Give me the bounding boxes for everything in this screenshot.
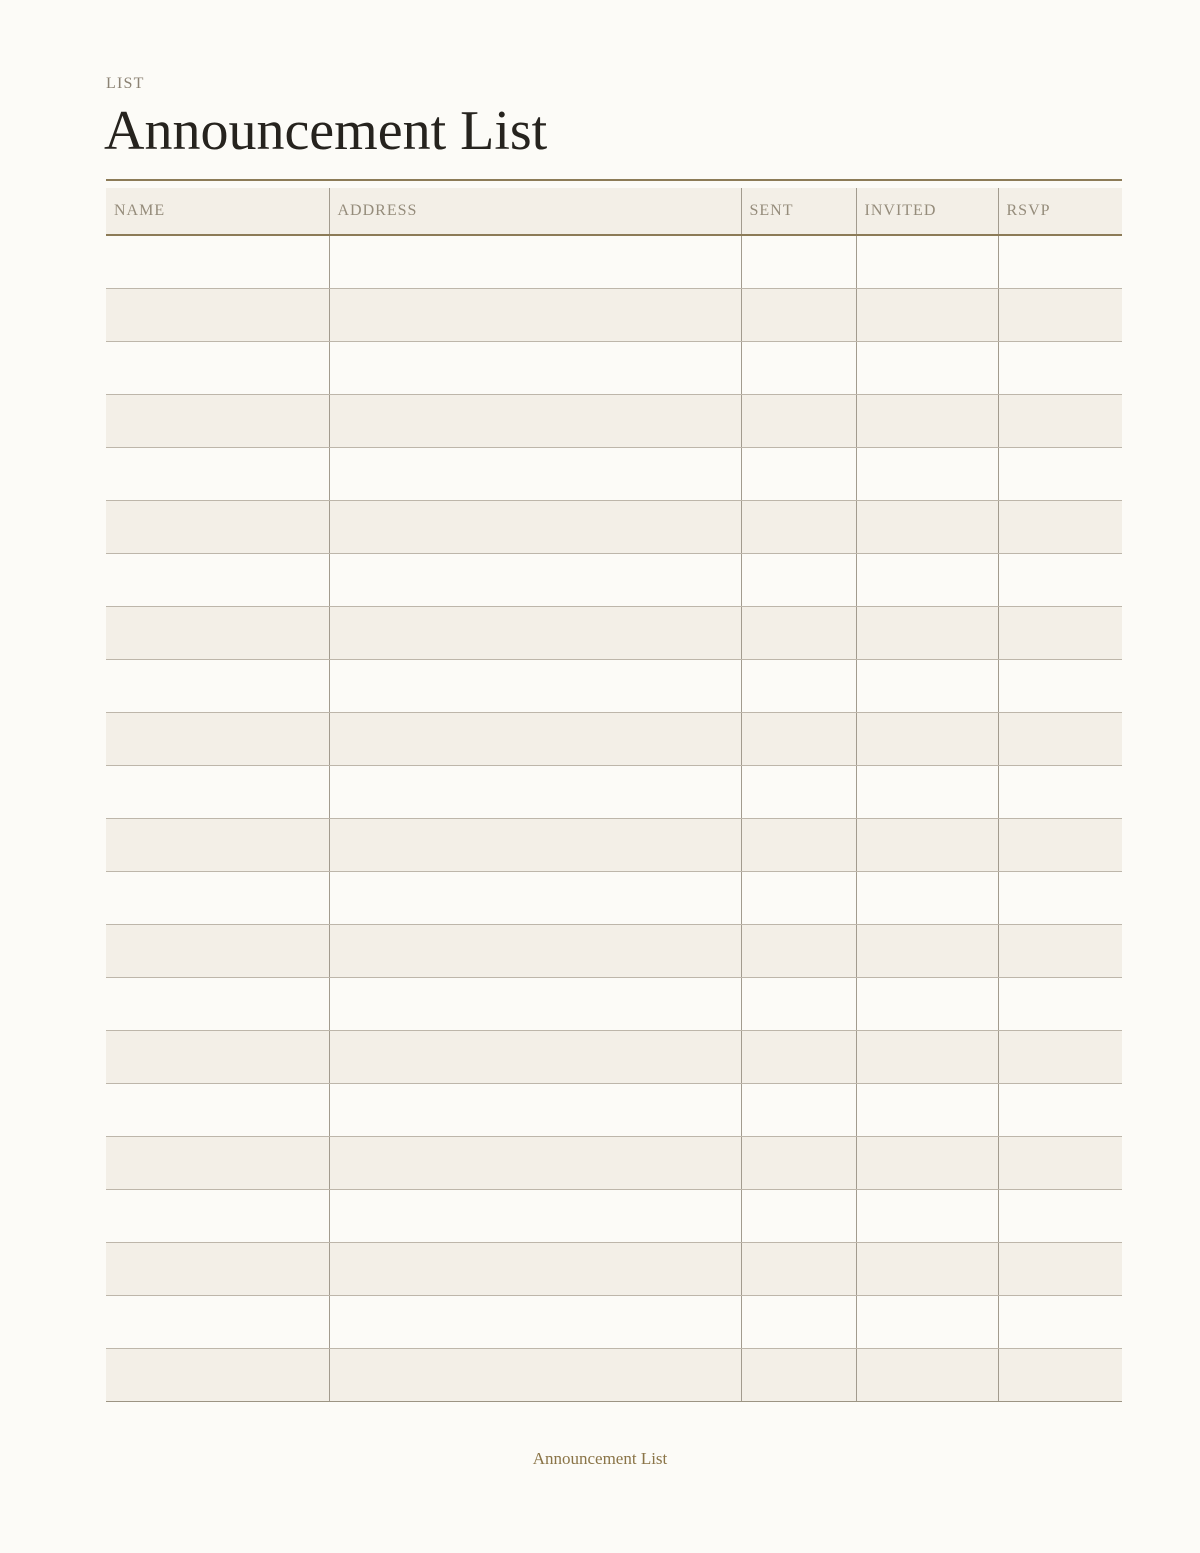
- table-row: [106, 713, 1122, 766]
- table-row: [106, 819, 1122, 872]
- cell-rsvp[interactable]: [998, 501, 1122, 554]
- table-row: [106, 766, 1122, 819]
- title-divider: [106, 179, 1122, 181]
- table-row: [106, 1137, 1122, 1190]
- cell-sent[interactable]: [741, 1031, 856, 1084]
- table-row: [106, 1190, 1122, 1243]
- cell-name[interactable]: [106, 395, 329, 448]
- cell-name[interactable]: [106, 660, 329, 713]
- cell-invited[interactable]: [856, 448, 998, 501]
- table-row: [106, 1084, 1122, 1137]
- cell-name[interactable]: [106, 1190, 329, 1243]
- column-header-invited: INVITED: [856, 188, 998, 235]
- cell-name[interactable]: [106, 607, 329, 660]
- cell-rsvp[interactable]: [998, 713, 1122, 766]
- cell-address[interactable]: [329, 1084, 741, 1137]
- cell-rsvp[interactable]: [998, 289, 1122, 342]
- cell-rsvp[interactable]: [998, 1349, 1122, 1402]
- table-row: [106, 872, 1122, 925]
- table-row: [106, 554, 1122, 607]
- cell-address[interactable]: [329, 872, 741, 925]
- cell-sent[interactable]: [741, 819, 856, 872]
- cell-sent[interactable]: [741, 925, 856, 978]
- cell-name[interactable]: [106, 925, 329, 978]
- cell-address[interactable]: [329, 1349, 741, 1402]
- cell-address[interactable]: [329, 1031, 741, 1084]
- cell-invited[interactable]: [856, 1243, 998, 1296]
- cell-rsvp[interactable]: [998, 448, 1122, 501]
- table-row: [106, 1031, 1122, 1084]
- cell-address[interactable]: [329, 819, 741, 872]
- cell-rsvp[interactable]: [998, 1137, 1122, 1190]
- cell-invited[interactable]: [856, 1296, 998, 1349]
- cell-invited[interactable]: [856, 766, 998, 819]
- table-row: [106, 342, 1122, 395]
- cell-rsvp[interactable]: [998, 235, 1122, 289]
- table-row: [106, 1243, 1122, 1296]
- table-row: [106, 660, 1122, 713]
- cell-invited[interactable]: [856, 501, 998, 554]
- cell-address[interactable]: [329, 1190, 741, 1243]
- cell-invited[interactable]: [856, 819, 998, 872]
- cell-name[interactable]: [106, 766, 329, 819]
- cell-invited[interactable]: [856, 713, 998, 766]
- table-row: [106, 501, 1122, 554]
- cell-invited[interactable]: [856, 1190, 998, 1243]
- table-row: [106, 289, 1122, 342]
- table-row: [106, 1296, 1122, 1349]
- cell-sent[interactable]: [741, 342, 856, 395]
- table-row: [106, 1349, 1122, 1402]
- cell-rsvp[interactable]: [998, 1190, 1122, 1243]
- cell-name[interactable]: [106, 1349, 329, 1402]
- cell-address[interactable]: [329, 554, 741, 607]
- cell-invited[interactable]: [856, 660, 998, 713]
- cell-sent[interactable]: [741, 713, 856, 766]
- cell-address[interactable]: [329, 289, 741, 342]
- cell-invited[interactable]: [856, 289, 998, 342]
- cell-name[interactable]: [106, 1296, 329, 1349]
- cell-address[interactable]: [329, 978, 741, 1031]
- cell-invited[interactable]: [856, 235, 998, 289]
- cell-name[interactable]: [106, 554, 329, 607]
- cell-name[interactable]: [106, 1243, 329, 1296]
- cell-rsvp[interactable]: [998, 1296, 1122, 1349]
- cell-rsvp[interactable]: [998, 1243, 1122, 1296]
- cell-sent[interactable]: [741, 978, 856, 1031]
- table-body: [106, 235, 1122, 1402]
- cell-invited[interactable]: [856, 1031, 998, 1084]
- cell-sent[interactable]: [741, 607, 856, 660]
- column-header-name: NAME: [106, 188, 329, 235]
- cell-sent[interactable]: [741, 235, 856, 289]
- cell-rsvp[interactable]: [998, 607, 1122, 660]
- cell-name[interactable]: [106, 289, 329, 342]
- cell-name[interactable]: [106, 872, 329, 925]
- cell-invited[interactable]: [856, 607, 998, 660]
- cell-name[interactable]: [106, 448, 329, 501]
- cell-invited[interactable]: [856, 342, 998, 395]
- cell-sent[interactable]: [741, 1243, 856, 1296]
- table-row: [106, 395, 1122, 448]
- cell-invited[interactable]: [856, 925, 998, 978]
- announcement-table: [106, 188, 1122, 1402]
- cell-address[interactable]: [329, 607, 741, 660]
- cell-address[interactable]: [329, 235, 741, 289]
- cell-rsvp[interactable]: [998, 660, 1122, 713]
- table-header-row: [106, 188, 1122, 235]
- cell-name[interactable]: [106, 819, 329, 872]
- cell-invited[interactable]: [856, 1137, 998, 1190]
- cell-sent[interactable]: [741, 1137, 856, 1190]
- cell-address[interactable]: [329, 1137, 741, 1190]
- cell-name[interactable]: [106, 713, 329, 766]
- cell-address[interactable]: [329, 1296, 741, 1349]
- cell-name[interactable]: [106, 1084, 329, 1137]
- cell-rsvp[interactable]: [998, 766, 1122, 819]
- cell-sent[interactable]: [741, 766, 856, 819]
- cell-address[interactable]: [329, 766, 741, 819]
- cell-sent[interactable]: [741, 395, 856, 448]
- cell-rsvp[interactable]: [998, 925, 1122, 978]
- cell-name[interactable]: [106, 1137, 329, 1190]
- cell-invited[interactable]: [856, 395, 998, 448]
- cell-invited[interactable]: [856, 872, 998, 925]
- cell-sent[interactable]: [741, 448, 856, 501]
- cell-sent[interactable]: [741, 501, 856, 554]
- cell-address[interactable]: [329, 395, 741, 448]
- cell-rsvp[interactable]: [998, 1084, 1122, 1137]
- cell-rsvp[interactable]: [998, 395, 1122, 448]
- table-row: [106, 607, 1122, 660]
- cell-sent[interactable]: [741, 554, 856, 607]
- cell-invited[interactable]: [856, 1084, 998, 1137]
- page-title: Announcement List: [104, 100, 548, 162]
- cell-sent[interactable]: [741, 1084, 856, 1137]
- column-header-address: ADDRESS: [329, 188, 741, 235]
- cell-address[interactable]: [329, 713, 741, 766]
- cell-address[interactable]: [329, 342, 741, 395]
- cell-rsvp[interactable]: [998, 978, 1122, 1031]
- cell-invited[interactable]: [856, 978, 998, 1031]
- table-row: [106, 448, 1122, 501]
- cell-sent[interactable]: [741, 1296, 856, 1349]
- cell-invited[interactable]: [856, 1349, 998, 1402]
- cell-name[interactable]: [106, 342, 329, 395]
- cell-rsvp[interactable]: [998, 872, 1122, 925]
- cell-name[interactable]: [106, 501, 329, 554]
- cell-name[interactable]: [106, 978, 329, 1031]
- cell-sent[interactable]: [741, 1349, 856, 1402]
- cell-name[interactable]: [106, 1031, 329, 1084]
- cell-rsvp[interactable]: [998, 819, 1122, 872]
- cell-address[interactable]: [329, 1243, 741, 1296]
- cell-address[interactable]: [329, 501, 741, 554]
- page-footer: Announcement List: [532, 1449, 668, 1468]
- cell-name[interactable]: [106, 235, 329, 289]
- page-eyebrow: LIST: [106, 75, 145, 92]
- cell-rsvp[interactable]: [998, 342, 1122, 395]
- column-header-sent: SENT: [741, 188, 856, 235]
- cell-sent[interactable]: [741, 872, 856, 925]
- cell-sent[interactable]: [741, 289, 856, 342]
- cell-rsvp[interactable]: [998, 1031, 1122, 1084]
- table-row: [106, 235, 1122, 289]
- cell-invited[interactable]: [856, 554, 998, 607]
- table-row: [106, 978, 1122, 1031]
- table-row: [106, 925, 1122, 978]
- cell-rsvp[interactable]: [998, 554, 1122, 607]
- cell-sent[interactable]: [741, 660, 856, 713]
- cell-address[interactable]: [329, 660, 741, 713]
- cell-sent[interactable]: [741, 1190, 856, 1243]
- cell-address[interactable]: [329, 925, 741, 978]
- column-header-rsvp: RSVP: [998, 188, 1122, 235]
- cell-address[interactable]: [329, 448, 741, 501]
